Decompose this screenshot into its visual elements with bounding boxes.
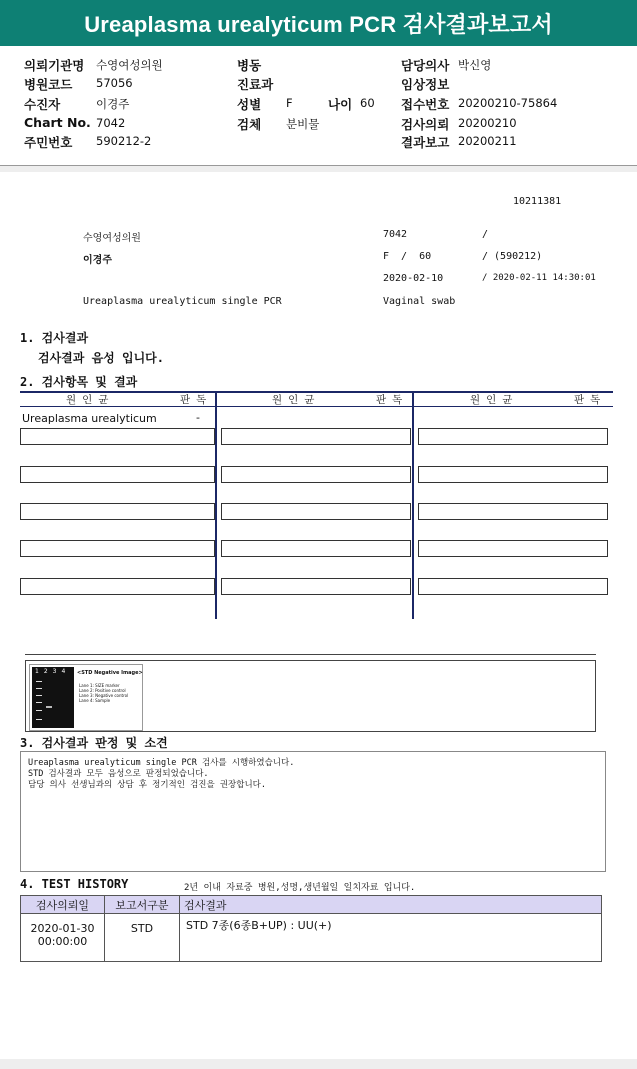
marker-band — [36, 710, 42, 711]
col-judgement-3: 판독 — [574, 394, 607, 406]
gel-caption-title: <STD Negative Image> — [77, 670, 143, 676]
request-value: 20200210 — [458, 116, 517, 130]
age-value: 60 — [360, 96, 375, 110]
opinion-line: STD 검사결과 모두 음성으로 판정되었습니다. — [28, 769, 209, 779]
patient-value: 이경주 — [96, 97, 130, 111]
result-box — [20, 540, 215, 557]
sheet-date-request: 2020-02-10 — [383, 273, 444, 284]
col-judgement-1: 판독 — [180, 394, 213, 406]
sheet-hospital: 수영여성의원 — [83, 233, 141, 244]
section1-text: 검사결과 음성 입니다. — [38, 351, 165, 365]
section4-title: 4. TEST HISTORY — [20, 877, 129, 891]
clinical-label: 임상정보 — [401, 77, 450, 92]
doctor-value: 박신영 — [458, 58, 492, 72]
col-pathogen-3: 원인균 — [470, 394, 519, 406]
opinion-line: 담당 의사 선생님과의 상담 후 정기적인 검진을 권장합니다. — [28, 780, 267, 790]
report-title: Ureaplasma urealyticum PCR 검사결과보고서 — [84, 11, 553, 37]
result-item-name: Ureaplasma urealyticum — [22, 412, 157, 425]
results-col-divider-1 — [215, 392, 217, 619]
hospital-label: 의뢰기관명 — [24, 58, 85, 73]
gel-caption-lines: Lane 1: SIZE marker Lane 2: Positive control Lane 3: Negative control Lane 4: Sample — [79, 683, 129, 703]
receipt-label: 접수번호 — [401, 97, 450, 112]
history-type: STD — [105, 914, 180, 962]
result-item-judgement: - — [196, 411, 200, 424]
chart-label: Chart No. — [24, 115, 91, 130]
sheet-code: 10211381 — [513, 196, 562, 207]
ward-label: 병동 — [237, 58, 262, 73]
receipt-value: 20200210-75864 — [458, 96, 558, 110]
sheet-birth: / (590212) — [482, 251, 543, 262]
col-pathogen-1: 원인균 — [66, 394, 115, 406]
result-box — [221, 428, 411, 445]
gel-image — [32, 667, 74, 728]
col-pathogen-2: 원인균 — [272, 394, 321, 406]
hospital-value: 수영여성의원 — [96, 58, 163, 72]
gel-image-frame — [29, 664, 143, 731]
marker-band — [36, 688, 42, 689]
marker-band — [36, 681, 42, 682]
dept-label: 진료과 — [237, 77, 274, 92]
results-col-divider-2 — [412, 392, 414, 619]
result-box — [20, 578, 215, 595]
result-box — [418, 428, 608, 445]
sheet-slash: / — [482, 229, 489, 240]
result-box — [418, 503, 608, 520]
section4-note: 2년 이내 자료중 병원,성명,생년월일 일치자료 입니다. — [184, 883, 416, 893]
sheet-date-report: / 2020-02-11 14:30:01 — [482, 273, 596, 283]
gel-panel-top-line — [25, 654, 596, 655]
patient-label: 수진자 — [24, 97, 61, 112]
result-box — [221, 466, 411, 483]
report-title-bar — [0, 0, 637, 46]
sex-value: F — [286, 96, 293, 110]
chart-value: 7042 — [96, 116, 126, 130]
opinion-line: Ureaplasma urealyticum single PCR 검사를 시행하였습니다. — [28, 758, 295, 768]
marker-band — [36, 719, 42, 720]
header-info — [0, 46, 637, 166]
specimen-value: 분비물 — [286, 117, 320, 131]
sheet-sex-age: F / 60 — [383, 251, 432, 262]
lane-label: 4 — [61, 668, 71, 675]
rrn-label: 주민번호 — [24, 135, 73, 150]
history-date-cell — [21, 914, 105, 962]
sheet-test-name: Ureaplasma urealyticum single PCR — [83, 296, 282, 307]
bottom-strip — [0, 1059, 637, 1069]
table-row — [21, 914, 602, 962]
result-box — [221, 540, 411, 557]
sheet-specimen: Vaginal swab — [383, 296, 456, 307]
result-box — [20, 503, 215, 520]
history-result: STD 7종(6종B+UP) : UU(+) — [180, 914, 602, 962]
history-header-type: 보고서구분 — [105, 896, 180, 914]
section1-title: 1. 검사결과 — [20, 331, 89, 345]
sheet-patient: 이경주 — [83, 255, 112, 266]
code-value: 57056 — [96, 76, 133, 90]
result-box — [20, 466, 215, 483]
marker-band — [36, 702, 42, 703]
sex-label: 성별 — [237, 97, 262, 112]
history-header-row — [21, 896, 602, 914]
sheet-chart: 7042 — [383, 229, 408, 240]
result-box — [20, 428, 215, 445]
history-date: 2020-01-30 — [30, 922, 95, 935]
history-header-result: 검사결과 — [180, 896, 602, 914]
rrn-value: 590212-2 — [96, 134, 152, 148]
code-label: 병원코드 — [24, 77, 73, 92]
opinion-box — [20, 751, 606, 872]
history-time: 00:00:00 — [37, 935, 88, 948]
section2-title: 2. 검사항목 및 결과 — [20, 375, 138, 389]
report-label: 결과보고 — [401, 135, 450, 150]
lane-label: 3 — [52, 668, 62, 675]
doctor-label: 담당의사 — [401, 58, 450, 73]
marker-band — [36, 695, 42, 696]
section3-title: 3. 검사결과 판정 및 소견 — [20, 736, 168, 750]
page-separator — [0, 166, 637, 172]
result-box — [418, 578, 608, 595]
history-header-date: 검사의뢰일 — [21, 896, 105, 914]
col-judgement-2: 판독 — [376, 394, 409, 406]
lane-label: 1 — [35, 668, 44, 675]
age-label: 나이 — [328, 97, 353, 112]
report-value: 20200211 — [458, 134, 517, 148]
lane-label: 2 — [43, 668, 53, 675]
history-table — [20, 895, 602, 962]
result-box — [418, 466, 608, 483]
specimen-label: 검체 — [237, 117, 262, 132]
request-label: 검사의뢰 — [401, 117, 450, 132]
result-box — [418, 540, 608, 557]
result-box — [221, 503, 411, 520]
control-band — [46, 706, 52, 708]
gel-panel — [25, 660, 596, 732]
result-box — [221, 578, 411, 595]
